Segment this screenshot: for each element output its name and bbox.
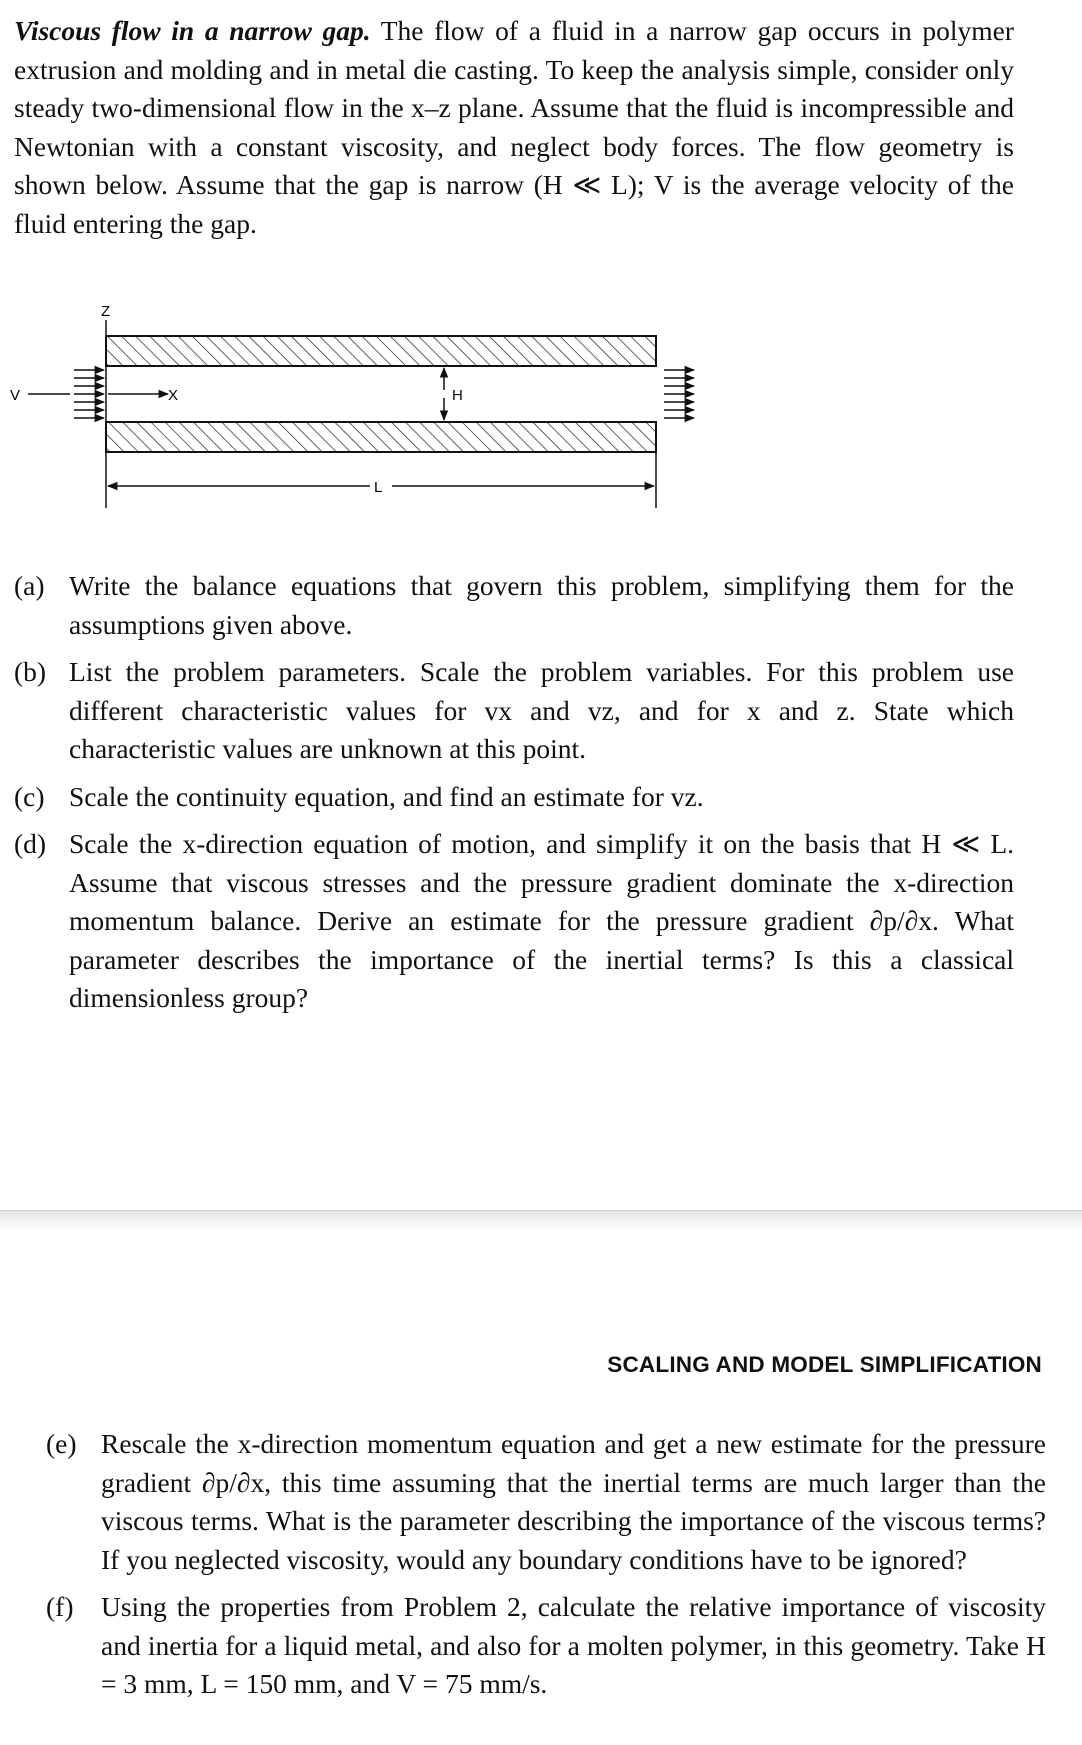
question-part-d — [14, 825, 1014, 1018]
length-label: L — [374, 479, 383, 496]
part-label: (d) — [14, 828, 47, 859]
flow-geometry-figure — [0, 300, 700, 520]
gap-height-label: H — [452, 387, 463, 404]
problem-statement: The flow of a fluid in a narrow gap occurs in polymer extrusion and molding and in metal die casting. To keep the analysis simple, consider only steady two-dimensional flow in the x–z plane. Assume that the fluid is incompressible and Newtonian with a constant viscosity, and neglect body forces. The flow geometry is shown below. Assume that the gap is narrow (H ≪ L); V is the average velocity of the fluid entering the gap. — [14, 15, 1014, 239]
inlet-arrows — [28, 370, 104, 418]
part-text: Using the properties from Problem 2, calculate the relative importance of viscosity and inertia for a liquid metal, and also for a molten polymer, in this geometry. Take H = 3 mm, L = 150 mm, and V = 75 mm/s. — [101, 1591, 1046, 1699]
part-label: (e) — [46, 1428, 77, 1459]
lower-wall — [106, 422, 656, 452]
question-parts-e-f — [46, 1425, 1046, 1713]
upper-wall — [106, 336, 656, 366]
question-part-a — [14, 567, 1014, 644]
part-text: Write the balance equations that govern this problem, simplifying them for the assumptions given above. — [69, 570, 1014, 640]
problem-title: Viscous flow in a narrow gap. — [14, 15, 371, 46]
question-part-b — [14, 653, 1014, 769]
question-parts-a-d — [14, 567, 1014, 1027]
question-part-e — [46, 1425, 1046, 1579]
part-text: List the problem parameters. Scale the problem variables. For this problem use different characteristic values for vx and vz, and for x and z. State which characteristic values are unknown at this point. — [69, 656, 1014, 764]
question-part-f — [46, 1588, 1046, 1704]
velocity-label: V — [10, 387, 21, 404]
part-label: (f) — [46, 1591, 74, 1622]
part-text: Rescale the x-direction momentum equation and get a new estimate for the pressure gradient ∂p/∂x, this time assuming that the inertial terms are much larger than the viscous terms. What is the parameter describing the importance of the viscous terms? If you neglected viscosity, would any boundary conditions have to be ignored? — [101, 1428, 1046, 1575]
part-text: Scale the x-direction equation of motion, and simplify it on the basis that H ≪ L. Assume that viscous stresses and the pressure gradient dominate the x-direction momentum balance. Derive an estimate for the pressure gradient ∂p/∂x. What parameter describes the importance of the inertial terms? Is this a classical dimensionless group? — [69, 828, 1014, 1013]
part-text: Scale the continuity equation, and find an estimate for vz. — [69, 780, 704, 812]
outlet-arrows — [664, 370, 694, 418]
part-label: (b) — [14, 656, 47, 687]
problem-intro — [14, 12, 1014, 243]
part-label: (c) — [14, 780, 45, 812]
question-part-c — [14, 778, 1014, 817]
page-divider — [0, 1210, 1082, 1231]
z-axis-label: Z — [101, 303, 111, 320]
x-axis-label: X — [168, 387, 179, 404]
part-label: (a) — [14, 570, 45, 601]
running-head: SCALING AND MODEL SIMPLIFICATION — [607, 1352, 1042, 1377]
